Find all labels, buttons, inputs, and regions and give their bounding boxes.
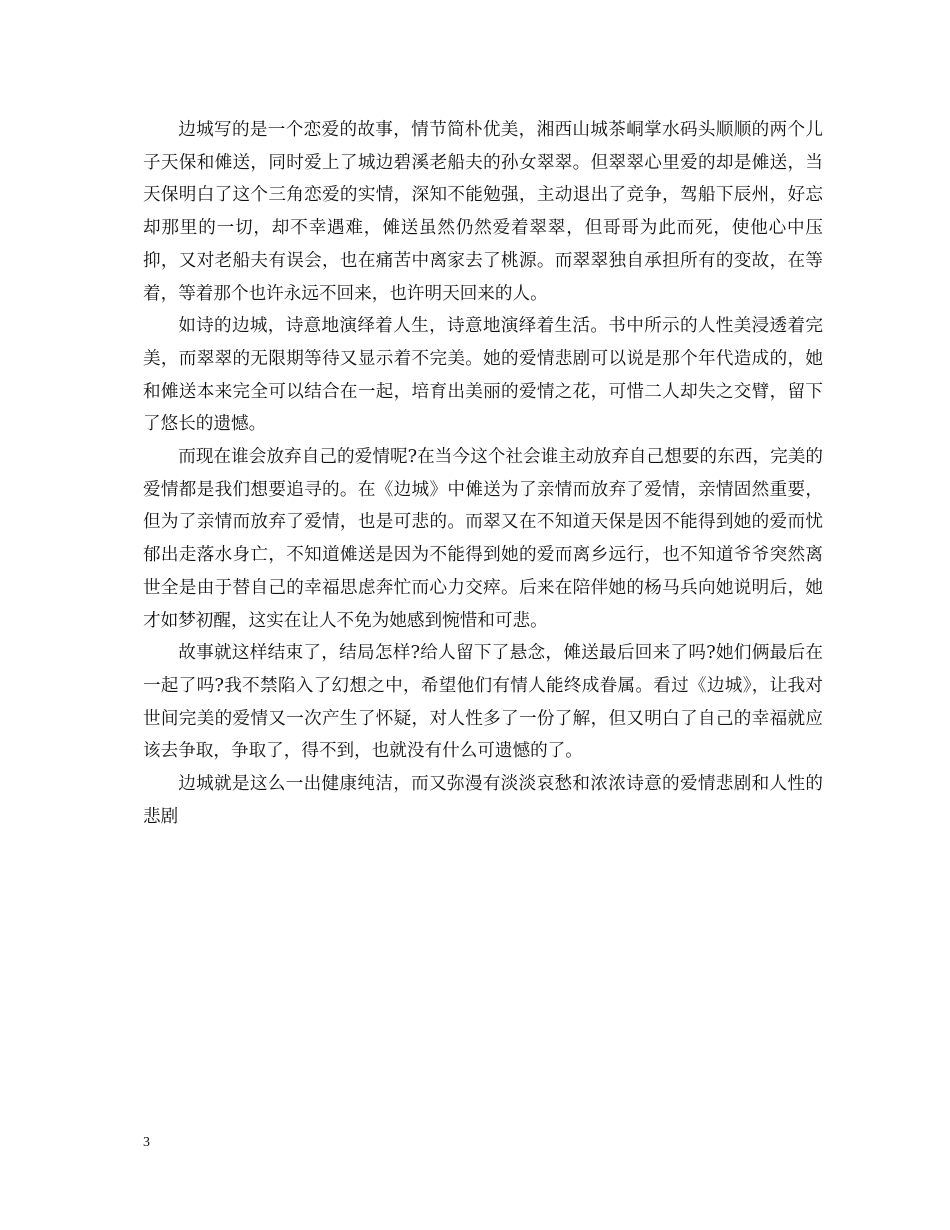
paragraph-5: 边城就是这么一出健康纯洁，而又弥漫有淡淡哀愁和浓浓诗意的爱情悲剧和人性的悲剧	[143, 774, 823, 827]
body-text	[143, 114, 823, 833]
paragraph-2: 如诗的边城，诗意地演绎着人生，诗意地演绎着生活。书中所示的人性美浸透着完美，而翠翠的无限期等待又显示着不完美。她的爱情悲剧可以说是那个年代造成的，她和傩送本来完全可以结合在一起，培育出美丽的爱情之花，可惜二人却失之交臂，留下了悠长的遗憾。	[143, 316, 823, 435]
page-number: 3	[143, 1135, 150, 1150]
paragraph-4: 故事就这样结束了，结局怎样?给人留下了悬念，傩送最后回来了吗?她们俩最后在一起了吗?我不禁陷入了幻想之中，希望他们有情人能终成眷属。看过《边城》，让我对世间完美的爱情又一次产生了怀疑，对人性多了一份了解，但又明白了自己的幸福就应该去争取，争取了，得不到，也就没有什么可遗憾的了。	[143, 643, 823, 762]
paragraph-3: 而现在谁会放弃自己的爱情呢?在当今这个社会谁主动放弃自己想要的东西，完美的爱情都是我们想要追寻的。在《边城》中傩送为了亲情而放弃了爱情，亲情固然重要，但为了亲情而放弃了爱情，也是可悲的。而翠又在不知道天保是因不能得到她的爱而忧郁出走落水身亡，不知道傩送是因为不能得到她的爱而离乡远行，也不知道爷爷突然离世全是由于替自己的幸福思虑奔忙而心力交瘁。后来在陪伴她的杨马兵向她说明后，她才如梦初醒，这实在让人不免为她感到惋惜和可悲。	[143, 447, 823, 631]
paragraph-1: 边城写的是一个恋爱的故事，情节简朴优美，湘西山城茶峒掌水码头顺顺的两个儿子天保和傩送，同时爱上了城边碧溪老船夫的孙女翠翠。但翠翠心里爱的却是傩送，当天保明白了这个三角恋爱的实情，深知不能勉强，主动退出了竞争，驾船下辰州，好忘却那里的一切，却不幸遇难，傩送虽然仍然爱着翠翠，但哥哥为此而死，使他心中压抑，又对老船夫有误会，也在痛苦中离家去了桃源。而翠翠独自承担所有的变故，在等着，等着那个也许永远不回来，也许明天回来的人。	[143, 120, 823, 304]
